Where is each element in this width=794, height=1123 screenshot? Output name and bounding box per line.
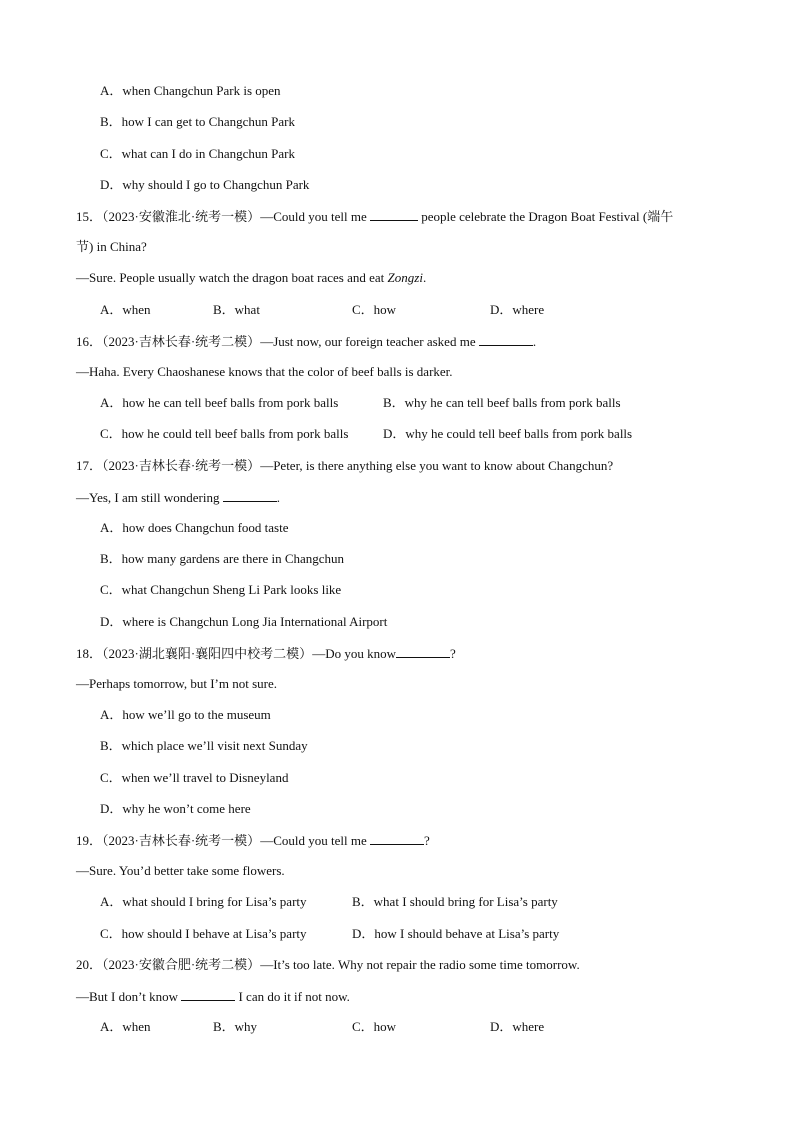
q15-stem — [76, 208, 734, 225]
q19-stem-end: ? — [423, 833, 430, 848]
question-number: 15． — [76, 209, 103, 224]
question-number: 19． — [76, 833, 103, 848]
q19-option-c: C．how should I behave at Lisa’s party — [100, 926, 307, 941]
q17-option-b: B．how many gardens are there in Changchun — [100, 551, 345, 566]
question-number: 18． — [76, 646, 103, 661]
q16-option-a: A．how he can tell beef balls from pork balls — [100, 395, 339, 410]
q15-option-a: A．when — [100, 302, 151, 317]
question-number: 17． — [76, 458, 103, 473]
answer-blank — [223, 489, 277, 502]
q18-option-a: A．how we’ll go to the museum — [100, 707, 271, 722]
q15-stem-text-2: people celebrate the Dragon Boat Festival (端午 — [421, 209, 674, 224]
q15-option-d: D．where — [490, 302, 545, 317]
answer-blank — [370, 832, 424, 845]
q16-answer: —Haha. Every Chaoshanese knows that the color of beef balls is darker. — [76, 364, 453, 379]
q19-stem — [76, 832, 734, 849]
q14-option-d: D．why should I go to Changchun Park — [100, 177, 310, 192]
answer-blank — [370, 208, 418, 221]
question-source: （2023·吉林长春·统考二模） — [102, 334, 261, 349]
q20-option-c: C．how — [352, 1019, 397, 1034]
q15-option-c: C．how — [352, 302, 397, 317]
q15-stem-continued: 节) in China? — [76, 239, 147, 254]
question-source: （2023·吉林长春·统考一模） — [102, 458, 261, 473]
q15-answer-text: —Sure. People usually watch the dragon boat races and eat — [76, 270, 385, 285]
question-source: （2023·安徽淮北·统考一模） — [102, 209, 261, 224]
q14-option-c: C．what can I do in Changchun Park — [100, 146, 295, 161]
q18-option-d: D．why he won’t come here — [100, 801, 251, 816]
q18-stem-end: ? — [449, 646, 456, 661]
answer-blank — [396, 645, 450, 658]
q15-answer-end: . — [422, 270, 427, 285]
q17-option-a: A．how does Changchun food taste — [100, 520, 289, 535]
q20-answer-text: —But I don’t know — [76, 989, 178, 1004]
q17-answer-end: . — [276, 490, 280, 505]
q17-answer — [76, 489, 734, 506]
q19-answer: —Sure. You’d better take some flowers. — [76, 863, 285, 878]
question-source: （2023·安徽合肥·统考二模） — [102, 957, 261, 972]
question-source: （2023·湖北襄阳·襄阳四中校考二模） — [102, 646, 313, 661]
q17-answer-text: —Yes, I am still wondering — [76, 490, 220, 505]
q14-option-b: B．how I can get to Changchun Park — [100, 114, 295, 129]
question-number: 16． — [76, 334, 103, 349]
q17-stem-text: —Peter, is there anything else you want to know about Changchun? — [260, 458, 614, 473]
question-source: （2023·吉林长春·统考一模） — [102, 833, 261, 848]
q15-answer — [76, 270, 734, 286]
q15-stem-text: —Could you tell me — [260, 209, 367, 224]
question-number: 20． — [76, 957, 103, 972]
q15-option-b: B．what — [213, 302, 260, 317]
q15-answer-italic: Zongzi — [387, 270, 423, 285]
q18-stem-text: —Do you know — [312, 646, 396, 661]
q17-stem — [76, 458, 734, 474]
q20-answer — [76, 988, 734, 1005]
q16-option-c: C．how he could tell beef balls from pork balls — [100, 426, 349, 441]
q18-option-b: B．which place we’ll visit next Sunday — [100, 738, 308, 753]
q16-stem-text: —Just now, our foreign teacher asked me — [260, 334, 476, 349]
q16-option-d: D．why he could tell beef balls from pork balls — [383, 426, 633, 441]
q20-option-d: D．where — [490, 1019, 545, 1034]
q18-stem — [76, 645, 734, 662]
answer-blank — [181, 988, 235, 1001]
q20-option-a: A．when — [100, 1019, 151, 1034]
q18-option-c: C．when we’ll travel to Disneyland — [100, 770, 289, 785]
q14-option-a: A．when Changchun Park is open — [100, 83, 281, 98]
q19-option-a: A．what should I bring for Lisa’s party — [100, 894, 307, 909]
q17-option-d: D．where is Changchun Long Jia International Airport — [100, 614, 388, 629]
q20-option-b: B．why — [213, 1019, 258, 1034]
q20-stem — [76, 957, 734, 973]
q17-option-c: C．what Changchun Sheng Li Park looks like — [100, 582, 342, 597]
q19-option-b: B．what I should bring for Lisa’s party — [352, 894, 558, 909]
q16-stem-end: . — [532, 334, 537, 349]
q16-stem — [76, 333, 734, 350]
answer-blank — [479, 333, 533, 346]
q16-option-b: B．why he can tell beef balls from pork balls — [383, 395, 621, 410]
q20-stem-text: —It’s too late. Why not repair the radio some time tomorrow. — [260, 957, 580, 972]
q19-option-d: D．how I should behave at Lisa’s party — [352, 926, 560, 941]
q19-stem-text: —Could you tell me — [260, 833, 367, 848]
q20-answer-end: I can do it if not now. — [238, 989, 350, 1004]
q18-answer: —Perhaps tomorrow, but I’m not sure. — [76, 676, 277, 691]
